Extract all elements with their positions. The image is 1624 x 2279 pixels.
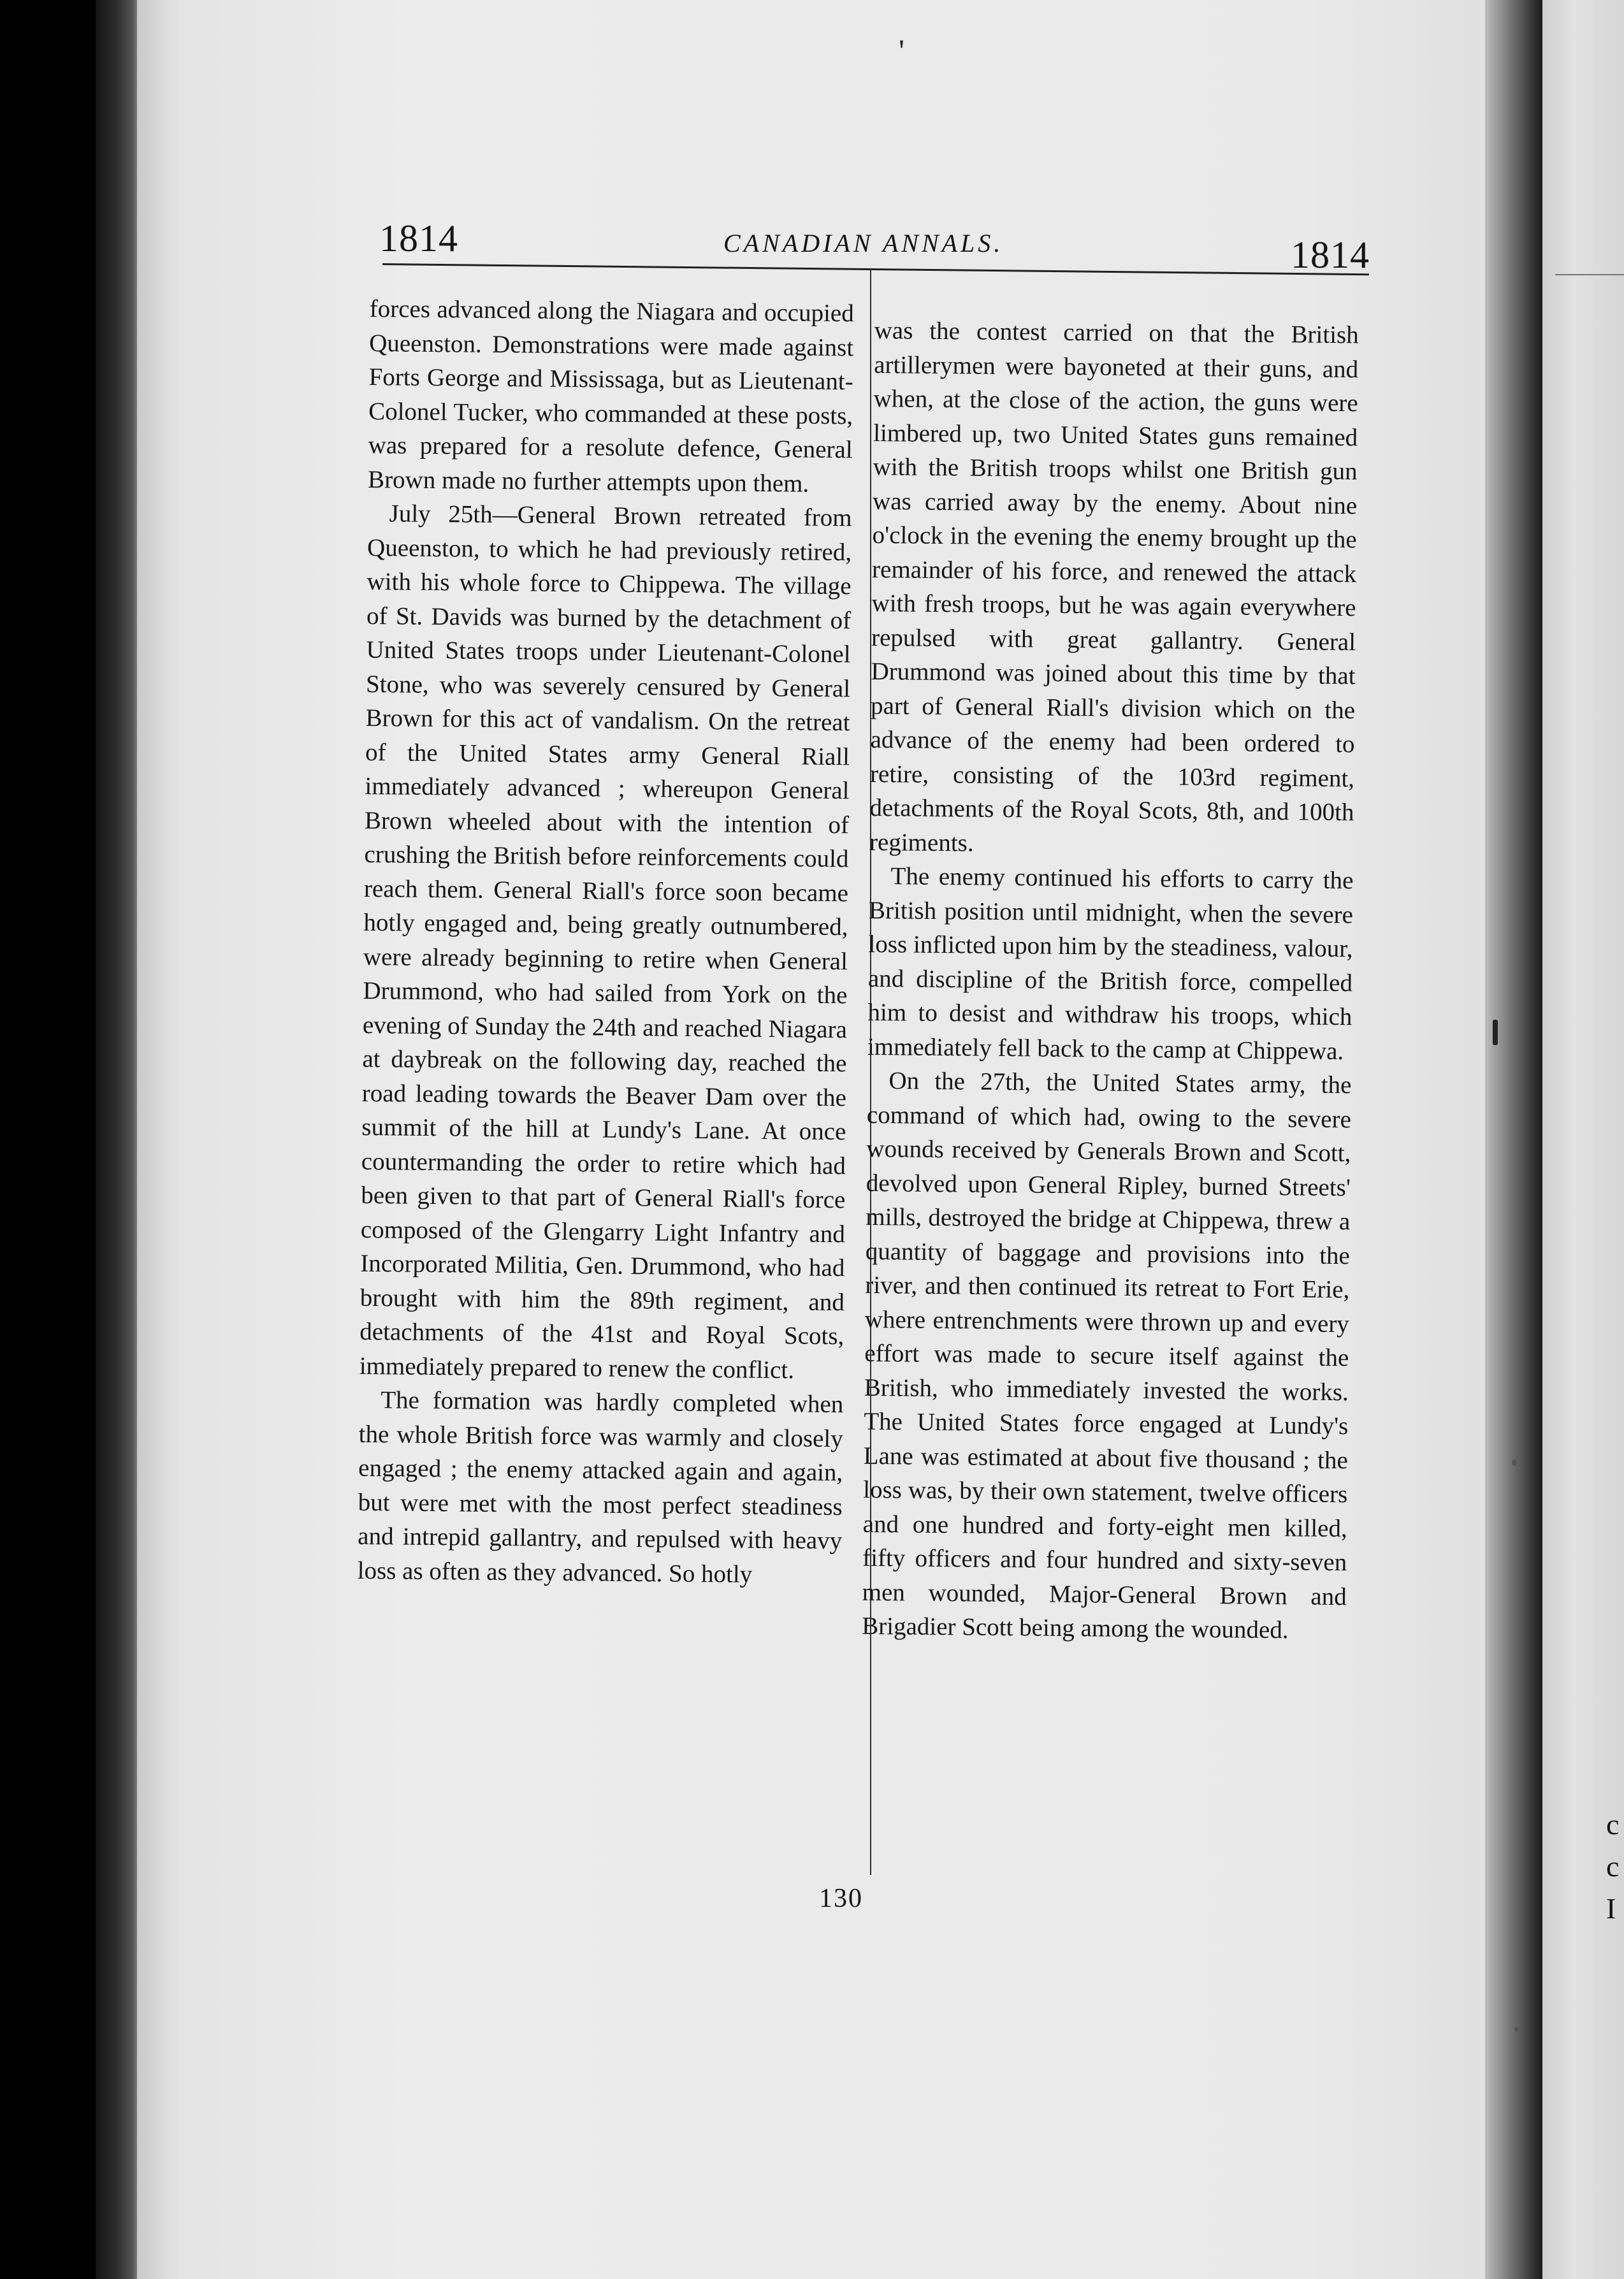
left-paragraph-2: July 25th—General Brown retreated from Queenston, to which he had previously retired, with his whole force to Chippewa. The village of St. Davids was burned by the detachment of United States troops under Lieutenant-Colonel Stone, who was severely censured by General Brown for this act of vandalism. On the retreat of the United States army General Riall immediately advanced ; whereupon General Brown wheeled about with the intention of crushing the British before reinforcements could reach them. General Riall's force soon became hotly engaged and, being greatly outnumbered, were already beginning to retire when General Drummond, who had sailed from York on the evening of Sunday the 24th and reached Niagara at daybreak on the following day, reached the road leading towards the Beaver Dam over the summit of the hill at Lundy's Lane. At once countermanding the order to retire which had been given to that part of General Riall's force composed of the Glengarry Light Infantry and Incorporated Militia, Gen. Drummond, who had brought with him the 89th regiment, and detachments of the 41st and Royal Scots, immediately prepared to renew the conflict.	[359, 500, 852, 1384]
adjacent-page	[1542, 0, 1624, 2279]
running-title: CANADIAN ANNALS.	[723, 229, 1004, 257]
book-spine-shadow	[96, 0, 141, 2279]
page-number: 130	[819, 1884, 863, 1913]
right-paragraph-2: The enemy continued his efforts to carry the British position until midnight, when the severe loss inflicted upon him by the steadiness, valour, and discipline of the British force, compelled him to desist and withdraw his troops, which immediately fell back to the camp at Chippewa.	[867, 862, 1354, 1065]
adjacent-page-rule	[1555, 274, 1624, 275]
right-paragraph-3: On the 27th, the United States army, the command of which had, owing to the severe wounds received by Generals Brown and Scott, devolved upon General Ripley, burned Streets' mills, destroyed the bridge at Chippewa, threw a quantity of baggage and provisions into the river, and then continued its retreat to Fort Erie, where entrenchments were thrown up and every effort was made to secure itself against the British, who immediately invested the works. The United States force engaged at Lundy's Lane was estimated at about five thousand ; the loss was, by their own statement, twelve officers and one hundred and forty-eight men killed, fifty officers and four hundred and sixty-seven men wounded, Major-General Brown and Brigadier Scott being among the wounded.	[862, 1067, 1352, 1644]
right-text-column	[862, 314, 1359, 1648]
paper-speck	[1514, 2027, 1519, 2032]
page-gutter-shadow	[1485, 0, 1542, 2279]
right-paragraph-1: was the contest carried on that the British artillerymen were bayoneted at their guns, and when, at the close of the action, the guns were limbered up, two United States guns remained with the British troops whilst one British gun was carried away by the enemy. About nine o'clock in the evening the enemy brought up the remainder of his force, and renewed the attack with fresh troops, but he was again everywhere repulsed with great gallantry. General Drummond was joined about this time by that part of General Riall's division which on the advance of the enemy had been ordered to retire, consisting of the 103rd regiment, detachments of the Royal Scots, 8th, and 100th regiments.	[869, 316, 1359, 857]
stray-ink-mark: '	[899, 33, 905, 68]
paper-speck	[1512, 1459, 1517, 1466]
left-text-column	[357, 292, 853, 1592]
header-year-left: 1814	[379, 217, 458, 259]
header-year-right: 1814	[1291, 234, 1370, 276]
gutter-mark	[1493, 1020, 1498, 1045]
left-paragraph-3: The formation was hardly completed when the whole British force was warmly and closely engaged ; the enemy attacked again and again, but were met with the most perfect steadiness and intrepid gallantry, and repulsed with heavy loss as often as they advanced. So hotly	[357, 1386, 844, 1588]
adjacent-page-text-fragment: c c I	[1606, 1808, 1620, 1925]
left-paragraph-1: forces advanced along the Niagara and occupied Queenston. Demonstrations were made against Forts George and Mississaga, but as Lieutenant-Colonel Tucker, who commanded at these posts, was prepared for a resolute defence, General Brown made no further attempts upon them.	[367, 294, 854, 498]
